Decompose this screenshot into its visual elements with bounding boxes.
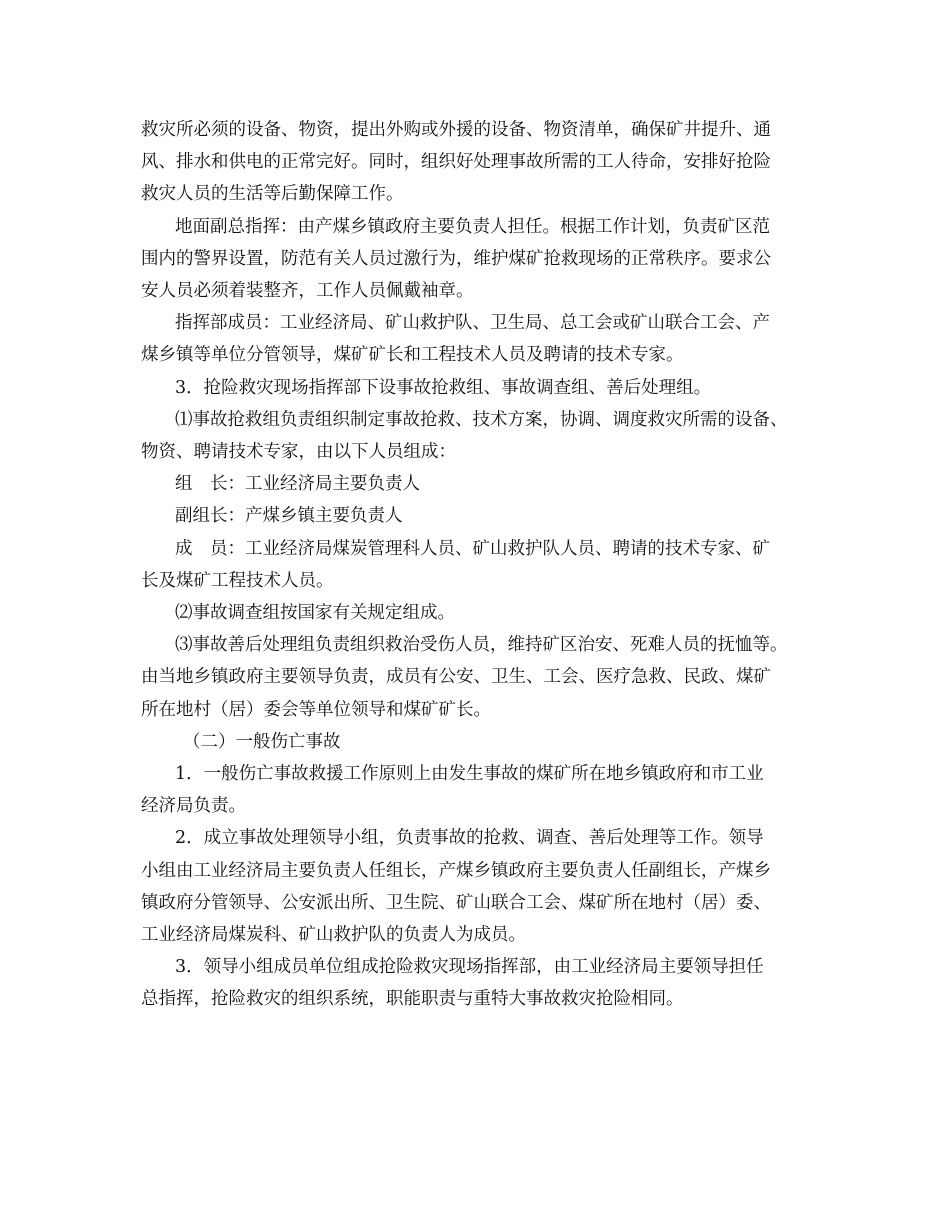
paragraph-general-point-1: 1．一般伤亡事故救援工作原则上由发生事故的煤矿所在地乡镇政府和市工业 经济局负责。	[141, 764, 764, 817]
paragraph-rescue-supplies: 救灾所必须的设备、物资，提出外购或外援的设备、物资清单，确保矿井提升、通 风、排水和供电的正常完好。同时，组织好处理事故所需的工人待命，安排好抢险 救灾人员的生活等后勤保障工作。	[141, 120, 771, 205]
section-heading-general-accident: （二）一般伤亡事故	[183, 731, 341, 752]
paragraph-general-point-3: 3．领导小组成员单位组成抢险救灾现场指挥部，由工业经济局主要领导担任 总指挥，抢险救灾的组织系统，职能职责与重特大事故救灾抢险相同。	[141, 957, 764, 1010]
document-body	[141, 114, 831, 1016]
paragraph-point-3-groups: 3．抢险救灾现场指挥部下设事故抢救组、事故调查组、善后处理组。	[175, 377, 712, 398]
paragraph-rescue-group: ⑴事故抢救组负责组织制定事故抢救、技术方案，协调、调度救灾所需的设备、 物资、聘请技术专家，由以下人员组成：	[141, 409, 788, 463]
paragraph-investigation-group: ⑵事故调查组按国家有关规定组成。	[175, 603, 455, 624]
paragraph-command-members: 指挥部成员：工业经济局、矿山救护队、卫生局、总工会或矿山联合工会、产 煤乡镇等单位分管领导，煤矿矿长和工程技术人员及聘请的技术专家。	[141, 313, 770, 366]
paragraph-ground-deputy-commander: 地面副总指挥：由产煤乡镇政府主要负责人担任。根据工作计划，负责矿区范 围内的警界设置，防范有关人员过激行为，维护煤矿抢救现场的正常秩序。要求公 安人员必须着装整齐，工作人员佩戴袖章。	[141, 216, 771, 302]
paragraph-deputy-leader: 副组长：产煤乡镇主要负责人	[175, 506, 403, 527]
paragraph-general-point-2: 2．成立事故处理领导小组，负责事故的抢救、调查、善后处理等工作。领导 小组由工业经济局主要负责人任组长，产煤乡镇政府主要负责人任副组长，产煤乡 镇政府分管领导、公安派出所、卫生院、矿山联合工会、煤矿所在地村（居）委、 工业经济局煤炭科、矿山救护队的负责人为成员。	[141, 828, 771, 946]
paragraph-group-leader: 组 长：工业经济局主要负责人	[175, 474, 420, 495]
paragraph-group-members: 成 员：工业经济局煤炭管理科人员、矿山救护队人员、聘请的技术专家、矿 长及煤矿工程技术人员。	[141, 538, 770, 591]
paragraph-aftermath-group: ⑶事故善后处理组负责组织救治受伤人员，维持矿区治安、死难人员的抚恤等。 由当地乡镇政府主要领导负责，成员有公安、卫生、工会、医疗急救、民政、煤矿 所在地村（居）委会等单位领导和煤矿矿长。	[141, 635, 788, 720]
